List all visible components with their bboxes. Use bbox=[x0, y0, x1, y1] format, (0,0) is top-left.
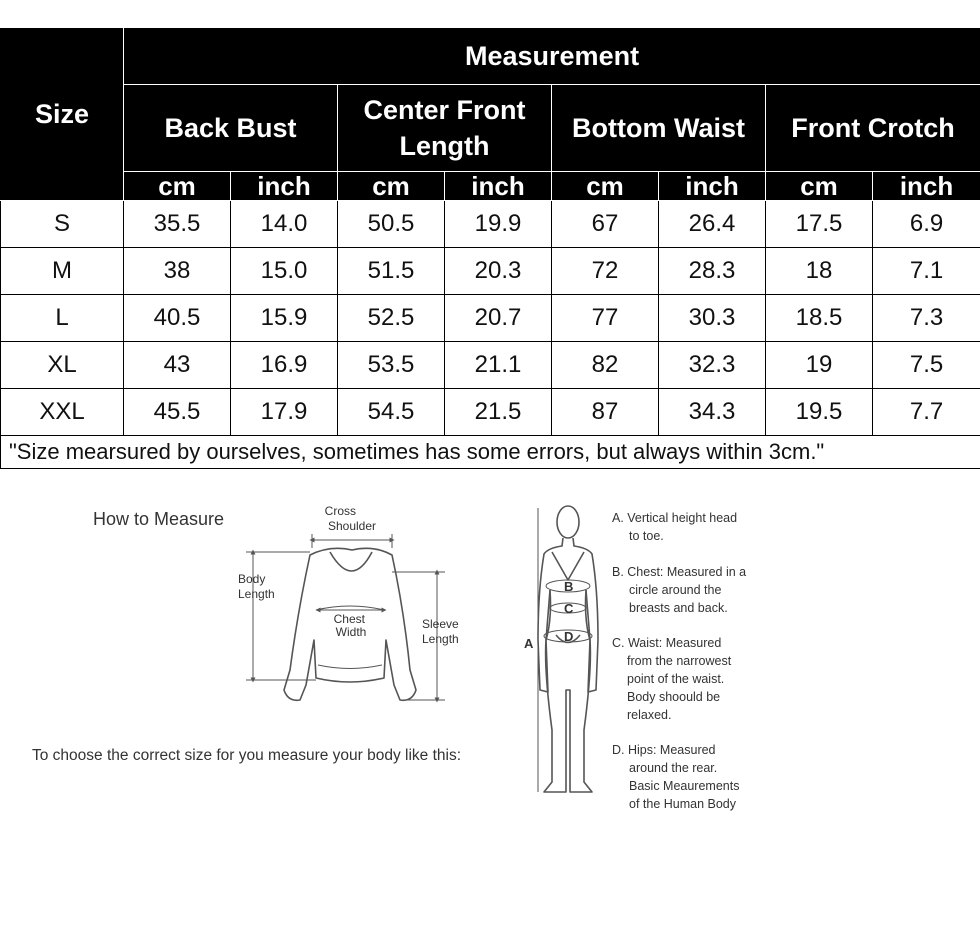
value-cell: 18 bbox=[766, 248, 873, 295]
note-b-chest: B. Chest: Measured in a circle around the breasts and back. bbox=[612, 565, 747, 615]
value-cell: 19.9 bbox=[445, 201, 552, 248]
unit-header: cm bbox=[766, 172, 873, 201]
value-cell: 7.1 bbox=[873, 248, 980, 295]
value-cell: 77 bbox=[552, 295, 659, 342]
value-cell: 67 bbox=[552, 201, 659, 248]
value-cell: 34.3 bbox=[659, 389, 766, 436]
figure-letter-a: A bbox=[524, 636, 534, 651]
figure-letter-d: D bbox=[564, 629, 574, 644]
size-cell: S bbox=[1, 201, 124, 248]
value-cell: 21.5 bbox=[445, 389, 552, 436]
sleeve-length-label: Sleeve Length bbox=[422, 617, 459, 646]
size-cell: XXL bbox=[1, 389, 124, 436]
how-to-measure-guide bbox=[0, 490, 980, 940]
table-row bbox=[1, 201, 980, 248]
value-cell: 43 bbox=[124, 342, 231, 389]
value-cell: 54.5 bbox=[338, 389, 445, 436]
unit-header: inch bbox=[873, 172, 980, 201]
table-row bbox=[1, 295, 980, 342]
value-cell: 30.3 bbox=[659, 295, 766, 342]
table-row bbox=[1, 342, 980, 389]
value-cell: 18.5 bbox=[766, 295, 873, 342]
size-column-header: Size bbox=[1, 29, 124, 201]
table-row bbox=[1, 389, 980, 436]
value-cell: 15.0 bbox=[231, 248, 338, 295]
table-body bbox=[1, 201, 980, 436]
value-cell: 17.9 bbox=[231, 389, 338, 436]
measurement-note: "Size mearsured by ourselves, sometimes has some errors, but always within 3cm." bbox=[1, 436, 980, 469]
figure-letter-c: C bbox=[564, 601, 574, 616]
value-cell: 52.5 bbox=[338, 295, 445, 342]
group-header-bottom-waist: Bottom Waist bbox=[552, 85, 766, 172]
value-cell: 45.5 bbox=[124, 389, 231, 436]
value-cell: 7.7 bbox=[873, 389, 980, 436]
chest-width-label: Chest Width bbox=[333, 612, 367, 639]
value-cell: 21.1 bbox=[445, 342, 552, 389]
value-cell: 32.3 bbox=[659, 342, 766, 389]
value-cell: 20.3 bbox=[445, 248, 552, 295]
size-chart-table bbox=[0, 28, 980, 469]
value-cell: 87 bbox=[552, 389, 659, 436]
group-header-front-crotch: Front Crotch bbox=[766, 85, 980, 172]
value-cell: 40.5 bbox=[124, 295, 231, 342]
unit-header: cm bbox=[338, 172, 445, 201]
unit-header: inch bbox=[445, 172, 552, 201]
unit-header: inch bbox=[231, 172, 338, 201]
measurement-header: Measurement bbox=[124, 29, 980, 85]
cross-shoulder-label: Cross Shoulder bbox=[324, 504, 377, 533]
value-cell: 38 bbox=[124, 248, 231, 295]
body-figure-illustration bbox=[538, 506, 598, 792]
note-a-vertical-height: A. Vertical height head to toe. bbox=[612, 511, 738, 543]
guide-title: How to Measure bbox=[93, 509, 225, 529]
note-c-waist: C. Waist: Measured from the narrowest point of the waist. Body shoould be relaxed. bbox=[612, 636, 732, 722]
value-cell: 20.7 bbox=[445, 295, 552, 342]
group-header-back-bust: Back Bust bbox=[124, 85, 338, 172]
unit-header: cm bbox=[124, 172, 231, 201]
value-cell: 28.3 bbox=[659, 248, 766, 295]
value-cell: 72 bbox=[552, 248, 659, 295]
value-cell: 26.4 bbox=[659, 201, 766, 248]
value-cell: 19.5 bbox=[766, 389, 873, 436]
value-cell: 53.5 bbox=[338, 342, 445, 389]
table-row bbox=[1, 248, 980, 295]
value-cell: 15.9 bbox=[231, 295, 338, 342]
note-d-hips: D. Hips: Measured around the rear. Basic Meaurements of the Human Body bbox=[612, 743, 740, 811]
value-cell: 6.9 bbox=[873, 201, 980, 248]
value-cell: 51.5 bbox=[338, 248, 445, 295]
size-cell: L bbox=[1, 295, 124, 342]
value-cell: 16.9 bbox=[231, 342, 338, 389]
body-length-label: Body Length bbox=[238, 572, 275, 601]
value-cell: 19 bbox=[766, 342, 873, 389]
value-cell: 14.0 bbox=[231, 201, 338, 248]
size-cell: XL bbox=[1, 342, 124, 389]
value-cell: 17.5 bbox=[766, 201, 873, 248]
value-cell: 35.5 bbox=[124, 201, 231, 248]
size-cell: M bbox=[1, 248, 124, 295]
value-cell: 50.5 bbox=[338, 201, 445, 248]
unit-header: inch bbox=[659, 172, 766, 201]
figure-letter-b: B bbox=[564, 579, 574, 594]
unit-header: cm bbox=[552, 172, 659, 201]
value-cell: 82 bbox=[552, 342, 659, 389]
value-cell: 7.5 bbox=[873, 342, 980, 389]
guide-instruction: To choose the correct size for you measure your body like this: bbox=[32, 747, 462, 764]
group-header-center-front-length: Center Front Length bbox=[338, 85, 552, 172]
value-cell: 7.3 bbox=[873, 295, 980, 342]
